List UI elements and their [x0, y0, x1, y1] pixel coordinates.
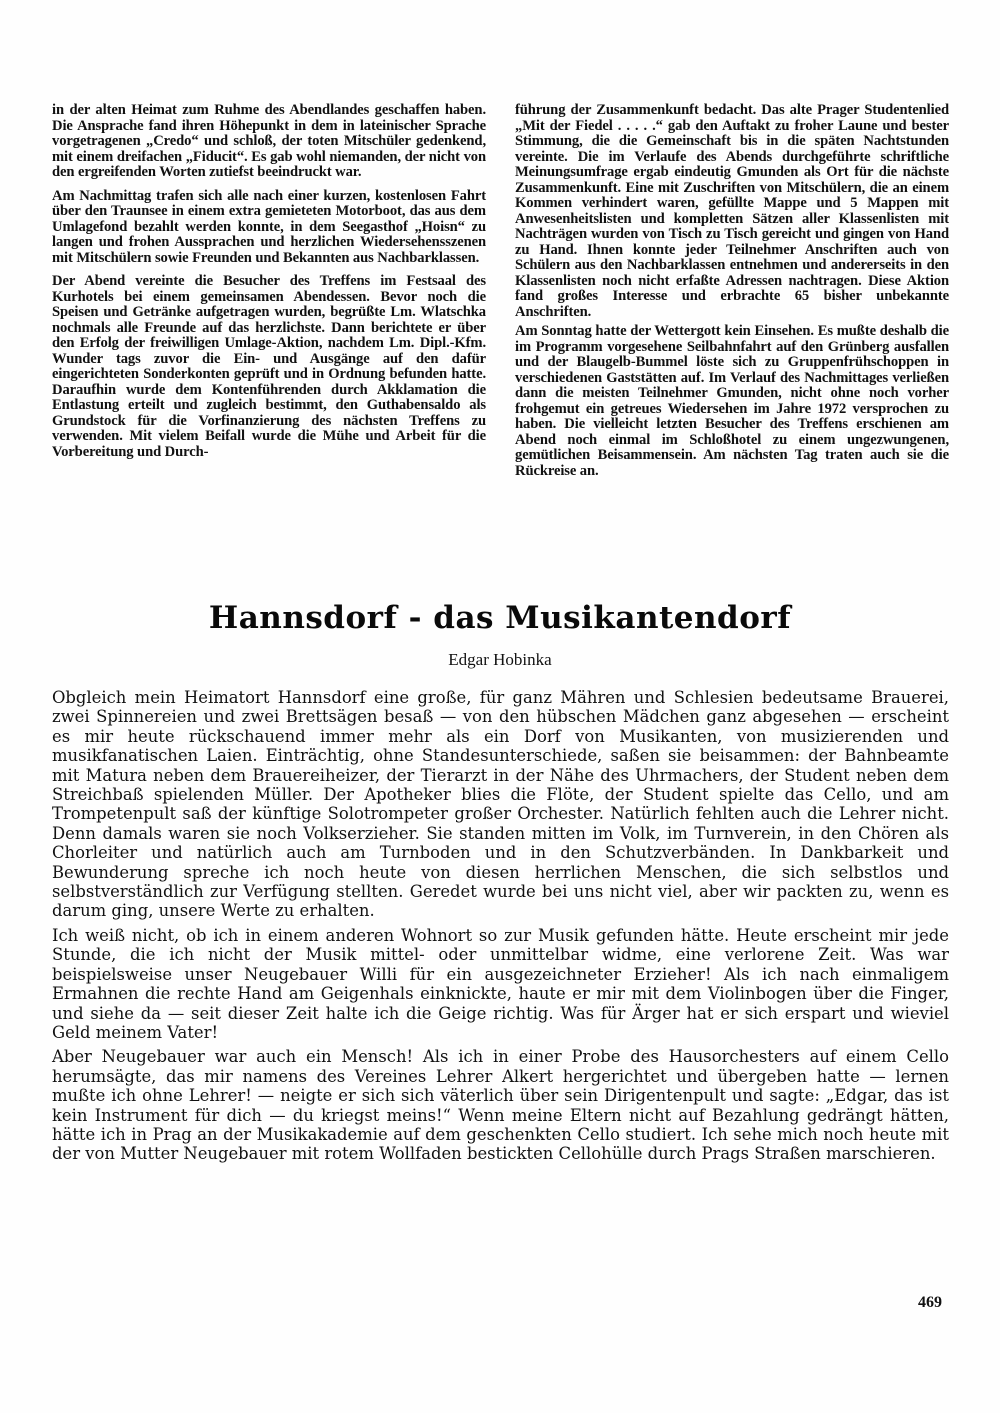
page-number: 469	[918, 1294, 942, 1311]
article-title: Hannsdorf - das Musikantendorf	[208, 600, 792, 636]
left-column	[52, 103, 486, 483]
article-body	[52, 688, 949, 1169]
paragraph: Obgleich mein Heimatort Hannsdorf eine große, für ganz Mähren und Schlesien bedeutsame Brauerei, zwei Spinnereien und zwei Brettsägen besaß — von den hübschen Mädchen ganz abgesehen — erscheint es mir heute rückschauend immer mehr als ein Dorf von Musikanten, von musizierenden und musikfanatischen Laien. Einträchtig, ohne Standesunterschiede, saßen sie beisammen: der Bahnbeamte mit Matura neben dem Brauereiheizer, der Tierarzt in der Nähe des Uhrmachers, der Student neben dem Streichbaß spielenden Müller. Der Apotheker blies die Flöte, der Student spielte das Cello, und am Trompetenpult saß der künftige Solotrompeter großer Orchester. Natürlich fehlten auch die Lehrer nicht. Denn damals waren sie noch Volkserzieher. Sie standen mitten im Volk, im Turnverein, in den Chören als Chorleiter und natürlich auch am Turnboden und in den Schutzverbänden. In Dankbarkeit und Bewunderung spreche ich noch heute von diesen herrlichen Menschen, die sich selbstlos und selbstverständlich zur Verfügung stellten. Geredet wurde bei uns nicht viel, aber wir packten zu, wenn es darum ging, unsere Werte zu erhalten.	[52, 688, 949, 921]
article-author: Edgar Hobinka	[448, 650, 552, 669]
right-column	[515, 103, 949, 483]
paragraph: führung der Zusammenkunft bedacht. Das alte Prager Studentenlied „Mit der Fiedel . . . . .“ gab den Auftakt zu froher Laune und bester Stimmung, die die Gemeinschaft bis in die späten Nachtstunden vereinte. Die im Verlaufe des Abends durchgeführte schriftliche Meinungsumfrage ergab eindeutig Gmunden als Ort für die nächste Zusammenkunft. Eine mit Zuschriften von Mitschülern, die an einem Kommen verhindert waren, gefüllte Mappe und 5 Mappen mit Anwesenheitslisten und kompletten Sätzen aller Klassenlisten mit Nachträgen wurden von Tisch zu Tisch gereicht und gingen von Hand zu Hand. Ihnen konnte jeder Teilnehmer Anschriften auch von Schülern aus den Nachbarklassen entnehmen und andererseits in den Klassenlisten noch nicht erfaßte Adressen nachtragen. Diese Aktion fand großes Interesse und erbrachte 65 bisher unbekannte Anschriften.	[515, 102, 949, 320]
paragraph: Am Sonntag hatte der Wettergott kein Einsehen. Es mußte deshalb die im Programm vorgesehene Seilbahnfahrt auf den Grünberg ausfallen und der Blaugelb-Bummel löste sich zu Gruppenfrühschoppen in verschiedenen Gaststätten auf. Im Verlauf des Nachmittages verließen dann die meisten Teilnehmer Gmunden, nicht ohne noch vorher frohgemut ein getreues Wiedersehen im Jahre 1972 versprochen zu haben. Die vielleicht letzten Besucher des Treffens erschienen am Abend noch einmal im Schloßhotel zu einem ungezwungenen, gemütlichen Beisammensein. Am nächsten Tag traten auch sie die Rückreise an.	[515, 323, 949, 479]
paragraph: Aber Neugebauer war auch ein Mensch! Als ich in einer Probe des Hausorchesters auf einem Cello herumsägte, das mir namens des Vereines Lehrer Alkert hergerichtet und übergeben hatte — lernen mußte ich ohne Lehrer! — neigte er sich sich väterlich über sein Dirigentenpult und sagte: „Edgar, das ist kein Instrument für dich — du kriegst meins!“ Wenn meine Eltern nicht auf Bezahlung gedrängt hätten, hätte ich in Prag an der Musikakademie auf dem geschenkten Cello studiert. Ich sehe mich noch heute mit der von Mutter Neugebauer mit rotem Wollfaden bestickten Cellohülle durch Prags Straßen marschieren.	[52, 1047, 949, 1164]
paragraph: Am Nachmittag trafen sich alle nach einer kurzen, kostenlosen Fahrt über den Traunsee in einem extra gemieteten Motorboot, das aus dem Umlagefond bezahlt werden konnte, in dem Seegasthof „Hoisn“ zu langen und frohen Aussprachen und herzlichen Wiedersehensszenen mit Mitschülern sowie Freunden und Bekannten aus Nachbarklassen.	[52, 187, 486, 266]
report-columns	[52, 103, 949, 483]
paragraph: Ich weiß nicht, ob ich in einem anderen Wohnort so zur Musik gefunden hätte. Heute erscheint mir jede Stunde, die ich nicht der Musik mittel- oder unmittelbar widme, eine verlorene Zeit. Was war beispielsweise unser Neugebauer Willi für ein ausgezeichneter Erzieher! Als ich nach einmaligem Ermahnen die rechte Hand am Geigenhals einknickte, haute er mir mit dem Violinbogen über die Finger, und siehe da — seit dieser Zeit halte ich die Geige richtig. Was für Ärger hat er sich erspart und wieviel Geld meinem Vater!	[52, 925, 949, 1042]
paragraph: in der alten Heimat zum Ruhme des Abendlandes geschaffen haben. Die Ansprache fand ihren Höhepunkt in dem in lateinischer Sprache vorgetragenen „Credo“ und schloß, der toten Mitschüler gedenkend, mit einem dreifachen „Fiducit“. Es gab wohl niemanden, der nicht von den ergreifenden Worten zutiefst beeindruckt war.	[52, 102, 486, 180]
paragraph: Der Abend vereinte die Besucher des Treffens im Festsaal des Kurhotels bei einem gemeinsamen Abendessen. Bevor noch die Speisen und Getränke aufgetragen wurden, begrüßte Lm. Wlatschka nochmals alle Freunde auf das herzlichste. Dann berichtete er über den Erfolg der freiwilligen Umlage-Aktion, nachdem Lm. Dipl.-Kfm. Wunder tags zuvor die Ein- und Ausgänge auf den dafür eingerichteten Sonderkonten geprüft und in Ordnung befunden hatte. Daraufhin wurde dem Kontenführenden durch Akklamation die Entlastung erteilt und zugleich bestimmt, den Guthabensaldo als Grundstock für die Vorfinanzierung des nächsten Treffens zu verwenden. Mit vielem Beifall wurde die Mühe und Arbeit für die Vorbereitung und Durch-	[52, 273, 486, 460]
